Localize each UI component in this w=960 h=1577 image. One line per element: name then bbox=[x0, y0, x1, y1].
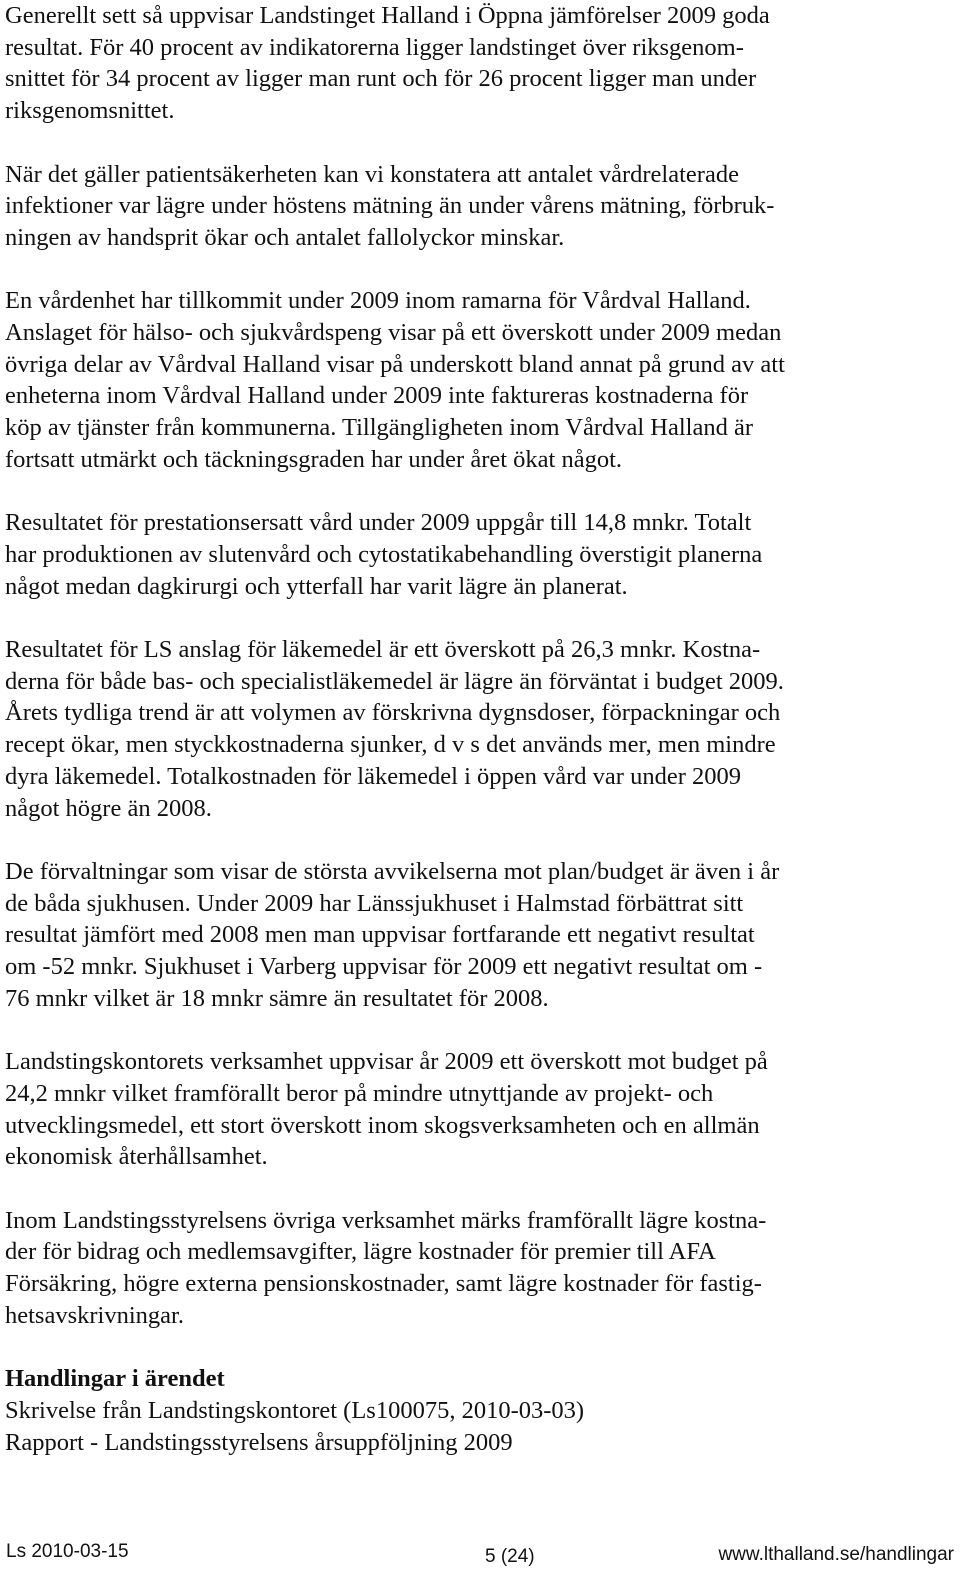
footer-reference: Ls 2010-03-15 bbox=[6, 1541, 129, 1562]
paragraph-vardval-halland bbox=[5, 285, 955, 475]
paragraph-oppna-jamforelser bbox=[5, 0, 955, 127]
text-line: resultat jämfört med 2008 men man uppvisar fortfarande ett negativt resultat bbox=[5, 921, 755, 949]
paragraph-spacer bbox=[5, 1173, 955, 1205]
text-line: enheterna inom Vårdval Halland under 2009 inte faktureras kostnaderna för bbox=[5, 382, 749, 410]
paragraph-prestationsersatt-vard bbox=[5, 507, 955, 602]
paragraph-ovriga-verksamhet bbox=[5, 1205, 955, 1332]
text-line: Landstingskontorets verksamhet uppvisar år 2009 ett överskott mot budget på bbox=[5, 1048, 768, 1076]
text-line: Generellt sett så uppvisar Landstinget Halland i Öppna jämförelser 2009 goda bbox=[5, 2, 770, 29]
paragraph-lakemedel bbox=[5, 634, 955, 824]
text-line: infektioner var lägre under höstens mätning än under vårens mätning, förbruk- bbox=[5, 192, 775, 220]
text-line: Resultatet för prestationsersatt vård under 2009 uppgår till 14,8 mnkr. Totalt bbox=[5, 509, 752, 537]
attachment-item: Skrivelse från Landstingskontoret (Ls100075, 2010-03-03) bbox=[5, 1396, 585, 1424]
paragraph-spacer bbox=[5, 476, 955, 508]
text-line: Inom Landstingsstyrelsens övriga verksamhet märks framförallt lägre kostna- bbox=[5, 1206, 767, 1234]
text-line: En vårdenhet har tillkommit under 2009 inom ramarna för Vårdval Halland. bbox=[5, 287, 751, 315]
text-line: har produktionen av slutenvård och cytostatikabehandling överstigit planerna bbox=[5, 540, 763, 568]
paragraph-spacer bbox=[5, 254, 955, 286]
text-line: När det gäller patientsäkerheten kan vi konstatera att antalet vårdrelaterade bbox=[5, 160, 739, 188]
text-line: Anslaget för hälso- och sjukvårdspeng visar på ett överskott under 2009 medan bbox=[5, 319, 782, 346]
text-line: utvecklingsmedel, ett stort överskott inom skogsverksamheten och en allmän bbox=[5, 1111, 760, 1139]
text-line: der för bidrag och medlemsavgifter, lägre kostnader för premier till AFA bbox=[5, 1238, 716, 1266]
text-line: riksgenomsnittet. bbox=[5, 97, 175, 125]
text-line: 76 mnkr vilket är 18 mnkr sämre än resultatet för 2008. bbox=[5, 984, 549, 1012]
attachments-section bbox=[5, 1363, 955, 1458]
text-line: derna för både bas- och specialistläkemedel är lägre än förväntat i budget 2009. bbox=[5, 667, 784, 695]
paragraph-landstingskontoret bbox=[5, 1046, 955, 1173]
paragraph-spacer bbox=[5, 127, 955, 159]
text-line: övriga delar av Vårdval Halland visar på underskott bland annat på grund av att bbox=[5, 350, 785, 378]
paragraph-spacer bbox=[5, 602, 955, 634]
text-line: de båda sjukhusen. Under 2009 har Länssjukhuset i Halmstad förbättrat sitt bbox=[5, 889, 744, 917]
page-footer bbox=[0, 1541, 960, 1577]
paragraph-spacer bbox=[5, 824, 955, 856]
paragraph-forvaltningar bbox=[5, 856, 955, 1015]
footer-url-link[interactable]: www.lthalland.se/handlingar bbox=[718, 1544, 954, 1565]
text-line: ningen av handsprit ökar och antalet fallolyckor minskar. bbox=[5, 223, 565, 251]
text-line: köp av tjänster från kommunerna. Tillgängligheten inom Vårdval Halland är bbox=[5, 414, 753, 442]
text-line: fortsatt utmärkt och täckningsgraden har under året ökat något. bbox=[5, 445, 623, 473]
text-line: om -52 mnkr. Sjukhuset i Varberg uppvisar för 2009 ett negativt resultat om - bbox=[5, 953, 763, 981]
text-line: recept ökar, men styckkostnaderna sjunker, d v s det används mer, men mindre bbox=[5, 731, 776, 759]
text-line: hetsavskrivningar. bbox=[5, 1301, 184, 1329]
page-number: 5 (24) bbox=[485, 1546, 535, 1567]
document-body bbox=[5, 0, 955, 1458]
text-line: ekonomisk återhållsamhet. bbox=[5, 1143, 268, 1171]
text-line: något medan dagkirurgi och ytterfall har varit lägre än planerat. bbox=[5, 572, 628, 600]
text-line: 24,2 mnkr vilket framförallt beror på mindre utnyttjande av projekt- och bbox=[5, 1079, 714, 1107]
text-line: De förvaltningar som visar de största avvikelserna mot plan/budget är även i år bbox=[5, 857, 780, 885]
paragraph-spacer bbox=[5, 1014, 955, 1046]
paragraph-spacer bbox=[5, 1331, 955, 1363]
text-line: Försäkring, högre externa pensionskostnader, samt lägre kostnader för fastig- bbox=[5, 1270, 762, 1298]
text-line: snittet för 34 procent av ligger man runt och för 26 procent ligger man under bbox=[5, 65, 757, 93]
text-line: Årets tydliga trend är att volymen av förskrivna dygnsdoser, förpackningar och bbox=[5, 699, 781, 727]
text-line: dyra läkemedel. Totalkostnaden för läkemedel i öppen vård var under 2009 bbox=[5, 762, 741, 790]
text-line: Resultatet för LS anslag för läkemedel är ett överskott på 26,3 mnkr. Kostna- bbox=[5, 636, 761, 663]
text-line: något högre än 2008. bbox=[5, 794, 212, 822]
attachment-item: Rapport - Landstingsstyrelsens årsuppföljning 2009 bbox=[5, 1428, 513, 1456]
paragraph-patientsakerhet bbox=[5, 159, 955, 254]
text-line: resultat. För 40 procent av indikatorerna ligger landstinget över riksgenom- bbox=[5, 33, 744, 61]
attachments-heading: Handlingar i ärendet bbox=[5, 1365, 225, 1393]
